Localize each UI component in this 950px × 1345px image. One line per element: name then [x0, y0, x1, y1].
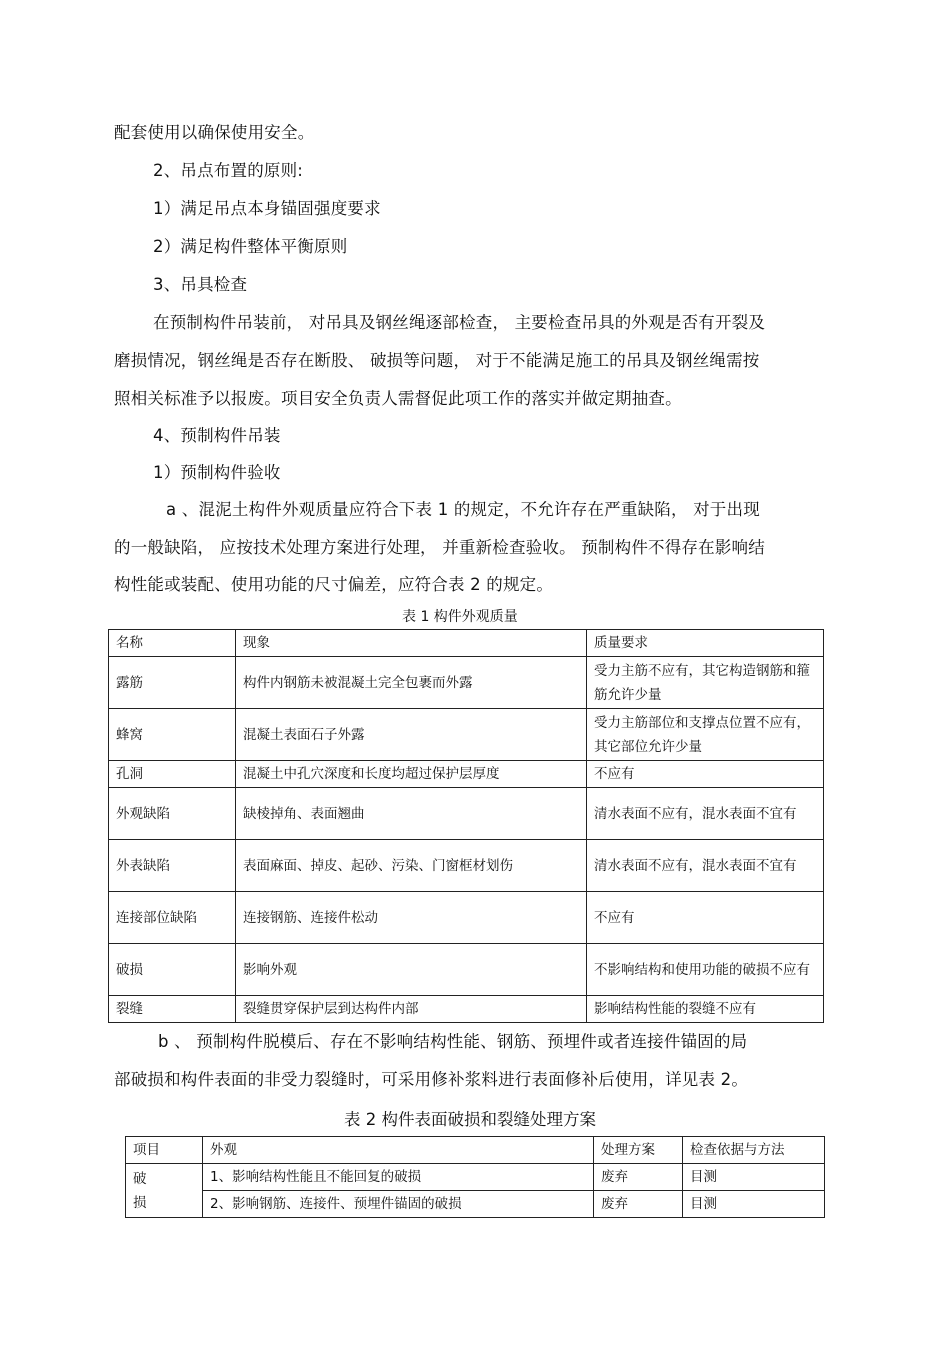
table-cell: 不应有	[587, 892, 824, 944]
table-cell: 目测	[683, 1191, 825, 1218]
table-cell: 目测	[683, 1164, 825, 1191]
section-heading: 3、吊具检查	[153, 275, 248, 294]
table-row	[109, 709, 824, 761]
paragraph-line: a 、混泥土构件外观质量应符合下表 1 的规定，不允许存在严重缺陷， 对于出现	[166, 500, 760, 519]
section-heading: 4、预制构件吊装	[153, 426, 281, 445]
table-header-cell: 现象	[236, 630, 587, 657]
table-cell: 破损	[109, 944, 236, 996]
table-header-row	[126, 1137, 825, 1164]
table-header-cell: 名称	[109, 630, 236, 657]
table1-caption: 表 1 构件外观质量	[402, 609, 518, 625]
table-cell: 混凝土表面石子外露	[236, 709, 587, 761]
table-cell: 受力主筋不应有，其它构造钢筋和箍筋允许少量	[587, 657, 824, 709]
paragraph-line: 磨损情况，钢丝绳是否存在断股、 破损等问题， 对于不能满足施工的吊具及钢丝绳需按	[114, 351, 760, 370]
table-row	[126, 1191, 825, 1218]
list-item: 1）预制构件验收	[153, 463, 281, 482]
table-row	[109, 840, 824, 892]
table-cell: 清水表面不应有，混水表面不宜有	[587, 840, 824, 892]
table-cell: 影响结构性能的裂缝不应有	[587, 996, 824, 1023]
table-header-cell: 处理方案	[594, 1137, 683, 1164]
table-row	[109, 788, 824, 840]
group-label: 破	[133, 1170, 147, 1187]
table-cell: 影响外观	[236, 944, 587, 996]
table-header-row	[109, 630, 824, 657]
group-label: 损	[133, 1194, 147, 1211]
appearance-quality-table	[108, 629, 824, 1023]
table-row	[126, 1164, 825, 1191]
table-group-cell	[126, 1164, 203, 1218]
section-heading: 2、吊点布置的原则:	[153, 161, 304, 180]
table-cell: 混凝土中孔穴深度和长度均超过保护层厚度	[236, 761, 587, 788]
table-row	[109, 657, 824, 709]
table-cell: 1、影响结构性能且不能回复的破损	[203, 1164, 594, 1191]
paragraph-line: 照相关标准予以报废。项目安全负责人需督促此项工作的落实并做定期抽查。	[114, 389, 682, 408]
table-cell: 连接部位缺陷	[109, 892, 236, 944]
table-row	[109, 944, 824, 996]
table-cell: 受力主筋部位和支撑点位置不应有，其它部位允许少量	[587, 709, 824, 761]
table-cell: 废弃	[594, 1164, 683, 1191]
table-cell: 裂缝	[109, 996, 236, 1023]
table-cell: 裂缝贯穿保护层到达构件内部	[236, 996, 587, 1023]
table-row	[109, 761, 824, 788]
table-cell: 清水表面不应有，混水表面不宜有	[587, 788, 824, 840]
table-cell: 缺棱掉角、表面翘曲	[236, 788, 587, 840]
table-cell: 构件内钢筋未被混凝土完全包裹而外露	[236, 657, 587, 709]
table-cell: 外表缺陷	[109, 840, 236, 892]
table-cell: 蜂窝	[109, 709, 236, 761]
paragraph-line: 配套使用以确保使用安全。	[114, 123, 315, 142]
table-cell: 连接钢筋、连接件松动	[236, 892, 587, 944]
table-cell: 不应有	[587, 761, 824, 788]
table-cell: 废弃	[594, 1191, 683, 1218]
table-row	[109, 892, 824, 944]
table-header-cell: 外观	[203, 1137, 594, 1164]
table-header-cell: 项目	[126, 1137, 203, 1164]
table-header-cell: 检查依据与方法	[683, 1137, 825, 1164]
table-row	[109, 996, 824, 1023]
paragraph-line: b 、 预制构件脱模后、存在不影响结构性能、钢筋、预埋件或者连接件锚固的局	[158, 1032, 748, 1051]
table2-caption: 表 2 构件表面破损和裂缝处理方案	[344, 1110, 596, 1129]
table-header-cell: 质量要求	[587, 630, 824, 657]
list-item: 1）满足吊点本身锚固强度要求	[153, 199, 381, 218]
table-cell: 孔洞	[109, 761, 236, 788]
table-cell: 2、影响钢筋、连接件、预埋件锚固的破损	[203, 1191, 594, 1218]
paragraph-line: 构性能或装配、使用功能的尺寸偏差，应符合表 2 的规定。	[114, 575, 554, 594]
table-cell: 外观缺陷	[109, 788, 236, 840]
damage-treatment-table	[125, 1136, 825, 1218]
paragraph-line: 在预制构件吊装前， 对吊具及钢丝绳逐部检查， 主要检查吊具的外观是否有开裂及	[153, 313, 766, 332]
paragraph-line: 部破损和构件表面的非受力裂缝时，可采用修补浆料进行表面修补后使用，详见表 2。	[114, 1070, 749, 1089]
paragraph-line: 的一般缺陷， 应按技术处理方案进行处理， 并重新检查验收。 预制构件不得存在影响结	[114, 538, 765, 557]
list-item: 2）满足构件整体平衡原则	[153, 237, 348, 256]
table-cell: 不影响结构和使用功能的破损不应有	[587, 944, 824, 996]
table-cell: 表面麻面、掉皮、起砂、污染、门窗框材划伤	[236, 840, 587, 892]
table-cell: 露筋	[109, 657, 236, 709]
